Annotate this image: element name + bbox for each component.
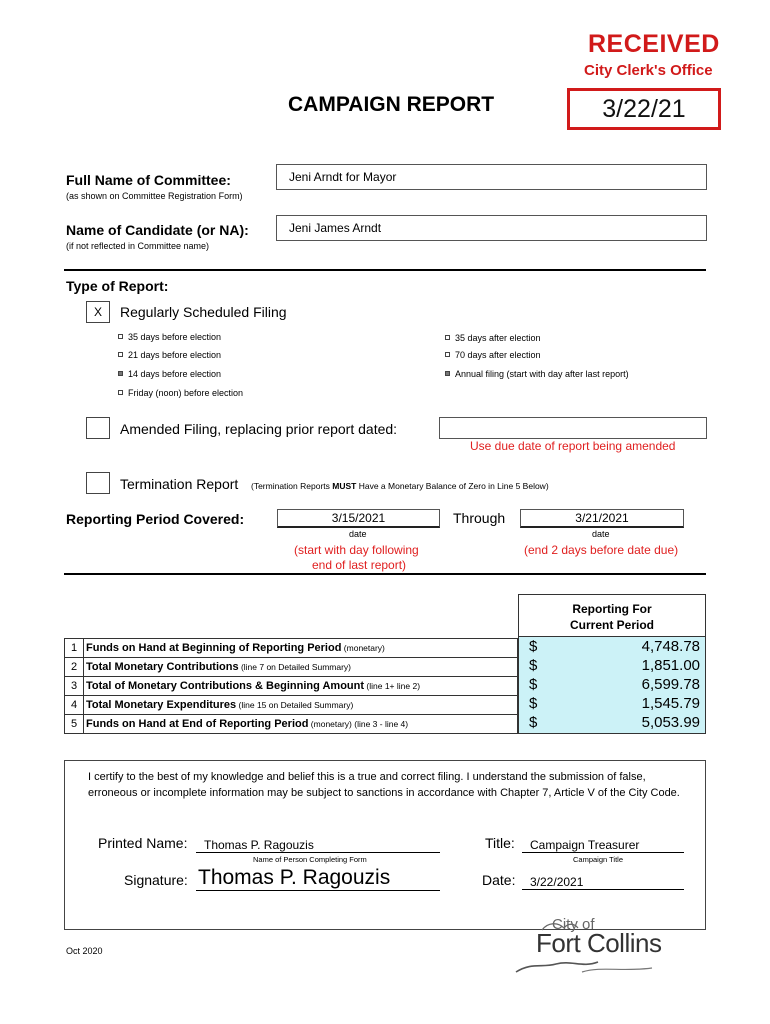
option-checkbox[interactable] (445, 352, 450, 357)
option-checkbox[interactable] (118, 334, 123, 339)
period-end-field[interactable] (520, 509, 684, 528)
summary-header-line1: Reporting For (572, 602, 652, 616)
row-number: 1 (65, 639, 84, 658)
option-14-before[interactable] (118, 369, 221, 379)
row-note: (monetary) (341, 643, 385, 653)
logo-city-of: City of (552, 916, 595, 933)
candidate-name-field[interactable] (276, 215, 707, 241)
period-start-hint-1: (start with day following (294, 543, 419, 557)
row-number: 3 (65, 677, 84, 696)
period-label: Reporting Period Covered: (66, 511, 245, 527)
section-divider (64, 269, 706, 271)
table-row (65, 658, 518, 677)
regular-filing-checkbox[interactable] (86, 301, 110, 323)
amount-row[interactable] (519, 656, 705, 675)
title-value: Campaign Treasurer (530, 838, 640, 852)
period-end-hint: (end 2 days before date due) (524, 543, 679, 557)
committee-label: Full Name of Committee: (66, 172, 231, 188)
option-35-before[interactable] (118, 332, 221, 342)
period-start-field[interactable] (277, 509, 440, 528)
candidate-note: (if not reflected in Committee name) (66, 241, 210, 251)
termination-checkbox[interactable] (86, 472, 110, 494)
row-label-text: Funds on Hand at Beginning of Reporting Period (86, 642, 342, 654)
regular-filing-mark: X (93, 305, 102, 319)
amount-value: 5,053.99 (641, 714, 700, 731)
option-label: 14 days before election (128, 369, 222, 379)
stamp-date-text: 3/22/21 (602, 94, 686, 123)
revision-date: Oct 2020 (66, 946, 103, 956)
summary-amounts (518, 636, 706, 734)
certification-text: I certify to the best of my knowledge and belief this is a true and correct filing. I understand the submission of false, erroneous or incomplete information may be subject to sanctions in accordance with Chapter 7, Article V of the City Code. (88, 771, 680, 799)
period-through: Through (453, 510, 506, 526)
row-label (84, 715, 518, 734)
row-label-text: Total Monetary Contributions (86, 661, 239, 673)
fort-collins-logo (512, 912, 698, 982)
summary-header (518, 594, 706, 636)
printed-name-field[interactable] (196, 834, 440, 853)
termination-note-pre: (Termination Reports (251, 481, 333, 491)
currency-symbol: $ (529, 657, 538, 674)
date-value: 3/22/2021 (530, 875, 584, 889)
row-label-text: Funds on Hand at End of Reporting Period (86, 718, 309, 730)
signature-field[interactable] (196, 864, 440, 891)
signature-value: Thomas P. Ragouzis (198, 866, 391, 889)
period-start-caption: date (349, 529, 367, 539)
currency-symbol: $ (529, 714, 538, 731)
option-label: 35 days after election (455, 333, 541, 343)
title-field[interactable] (522, 834, 684, 853)
stamp-date (567, 88, 721, 130)
row-label-text: Total of Monetary Contributions & Beginning Amount (86, 680, 365, 692)
table-row (65, 715, 518, 734)
option-label: Annual filing (start with day after last report) (455, 369, 629, 379)
option-checkbox[interactable] (118, 390, 123, 395)
amount-value: 1,851.00 (641, 657, 700, 674)
candidate-name-value: Jeni James Arndt (289, 221, 382, 235)
amount-row[interactable] (519, 713, 705, 732)
currency-symbol: $ (529, 676, 538, 693)
termination-note (251, 481, 549, 491)
table-row (65, 639, 518, 658)
printed-name-caption: Name of Person Completing Form (253, 855, 367, 864)
period-end-caption: date (592, 529, 610, 539)
termination-label: Termination Report (120, 476, 239, 492)
row-note: (line 15 on Detailed Summary) (236, 700, 354, 710)
period-end-value: 3/21/2021 (575, 511, 629, 525)
option-friday-before[interactable] (118, 388, 243, 398)
stamp-office: City Clerk's Office (584, 62, 713, 79)
currency-symbol: $ (529, 638, 538, 655)
date-label: Date: (482, 872, 516, 888)
amended-hint: Use due date of report being amended (470, 439, 676, 453)
option-70-after[interactable] (445, 350, 541, 360)
amount-row[interactable] (519, 694, 705, 713)
date-field[interactable] (522, 871, 684, 890)
amended-filing-label: Amended Filing, replacing prior report dated: (120, 421, 398, 437)
table-row (65, 677, 518, 696)
option-21-before[interactable] (118, 350, 221, 360)
summary-table (64, 638, 518, 734)
option-checkbox[interactable] (445, 335, 450, 340)
title-caption: Campaign Title (573, 855, 624, 864)
stamp-received: RECEIVED (588, 30, 720, 58)
option-checkbox[interactable] (118, 352, 123, 357)
candidate-label: Name of Candidate (or NA): (66, 222, 249, 238)
regular-filing-label: Regularly Scheduled Filing (120, 304, 287, 320)
page-title: CAMPAIGN REPORT (288, 93, 495, 116)
period-start-hint-2: end of last report) (312, 558, 407, 572)
row-label (84, 658, 518, 677)
termination-note-bold: MUST (332, 481, 357, 491)
signature-label: Signature: (124, 872, 188, 888)
printed-name-label: Printed Name: (98, 835, 188, 851)
summary-header-line2: Current Period (569, 618, 654, 632)
report-type-label: Type of Report: (66, 278, 169, 294)
row-note: (line 1+ line 2) (364, 681, 421, 691)
committee-name-value: Jeni Arndt for Mayor (289, 170, 397, 184)
row-label (84, 639, 518, 658)
committee-name-field[interactable] (276, 164, 707, 190)
amount-value: 4,748.78 (641, 638, 700, 655)
amount-value: 6,599.78 (641, 676, 700, 693)
option-label: 21 days before election (128, 350, 222, 360)
row-note: (line 7 on Detailed Summary) (238, 662, 352, 672)
table-row (65, 696, 518, 715)
amount-row[interactable] (519, 637, 705, 656)
currency-symbol: $ (529, 695, 538, 712)
period-start-value: 3/15/2021 (331, 511, 386, 525)
row-number: 2 (65, 658, 84, 677)
option-label: 70 days after election (455, 350, 541, 360)
row-number: 4 (65, 696, 84, 715)
section-divider (64, 573, 706, 575)
row-label (84, 696, 518, 715)
amended-filing-checkbox[interactable] (86, 417, 110, 439)
row-label (84, 677, 518, 696)
committee-note: (as shown on Committee Registration Form) (66, 191, 243, 201)
logo-fort-collins: Fort Collins (536, 928, 662, 958)
termination-note-post: Have a Monetary Balance of Zero in Line 5 Below) (356, 481, 549, 491)
title-label: Title: (485, 835, 515, 851)
amount-row[interactable] (519, 675, 705, 694)
amended-date-field[interactable] (439, 417, 707, 439)
option-annual[interactable] (445, 369, 629, 379)
row-note: (monetary) (line 3 - line 4) (308, 719, 409, 729)
option-checkbox-checked[interactable] (118, 371, 123, 376)
option-label: Friday (noon) before election (128, 388, 244, 398)
amount-value: 1,545.79 (641, 695, 700, 712)
printed-name-value: Thomas P. Ragouzis (204, 838, 314, 852)
row-number: 5 (65, 715, 84, 734)
option-checkbox-checked[interactable] (445, 371, 450, 376)
option-label: 35 days before election (128, 332, 222, 342)
option-35-after[interactable] (445, 333, 541, 343)
row-label-text: Total Monetary Expenditures (86, 699, 237, 711)
